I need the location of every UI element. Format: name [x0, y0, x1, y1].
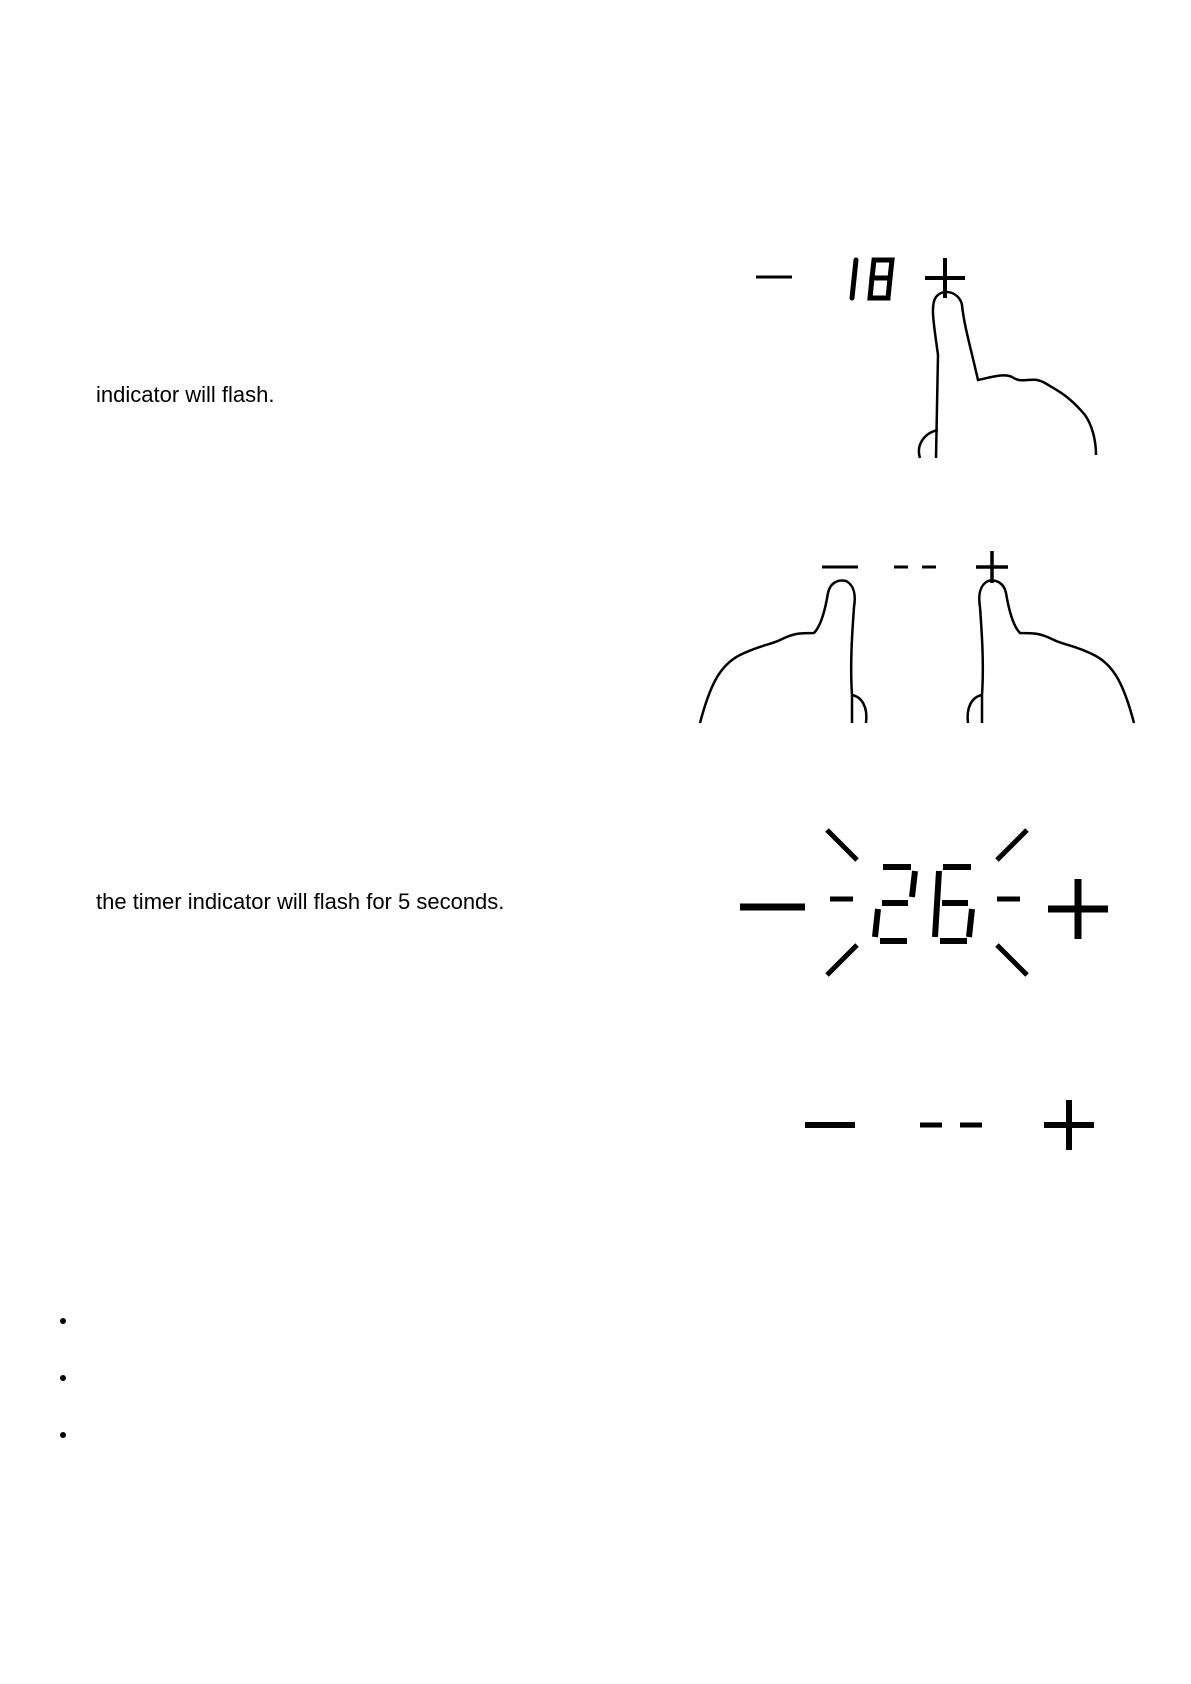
figure-press-minus-and-plus	[690, 545, 1145, 725]
hand-icon	[933, 292, 1096, 458]
instruction-text-timer-flash: the timer indicator will flash for 5 seconds.	[96, 889, 505, 914]
hand-icon	[700, 581, 855, 724]
instruction-text-indicator-flash: indicator will flash.	[96, 382, 275, 407]
hand-icon	[979, 581, 1134, 724]
figure-press-plus	[740, 245, 1100, 460]
display-digits-18	[852, 260, 892, 298]
plus-icon	[1048, 879, 1108, 939]
flash-rays-icon	[827, 830, 1027, 975]
bullet-dot-icon	[60, 1375, 66, 1381]
display-digits-26	[875, 867, 972, 941]
plus-icon	[976, 551, 1008, 583]
plus-icon	[1044, 1100, 1094, 1150]
bullet-dot-icon	[60, 1318, 66, 1324]
figure-display-off	[800, 1085, 1110, 1165]
bullet-dot-icon	[60, 1432, 66, 1438]
figure-flashing-26	[735, 815, 1125, 985]
